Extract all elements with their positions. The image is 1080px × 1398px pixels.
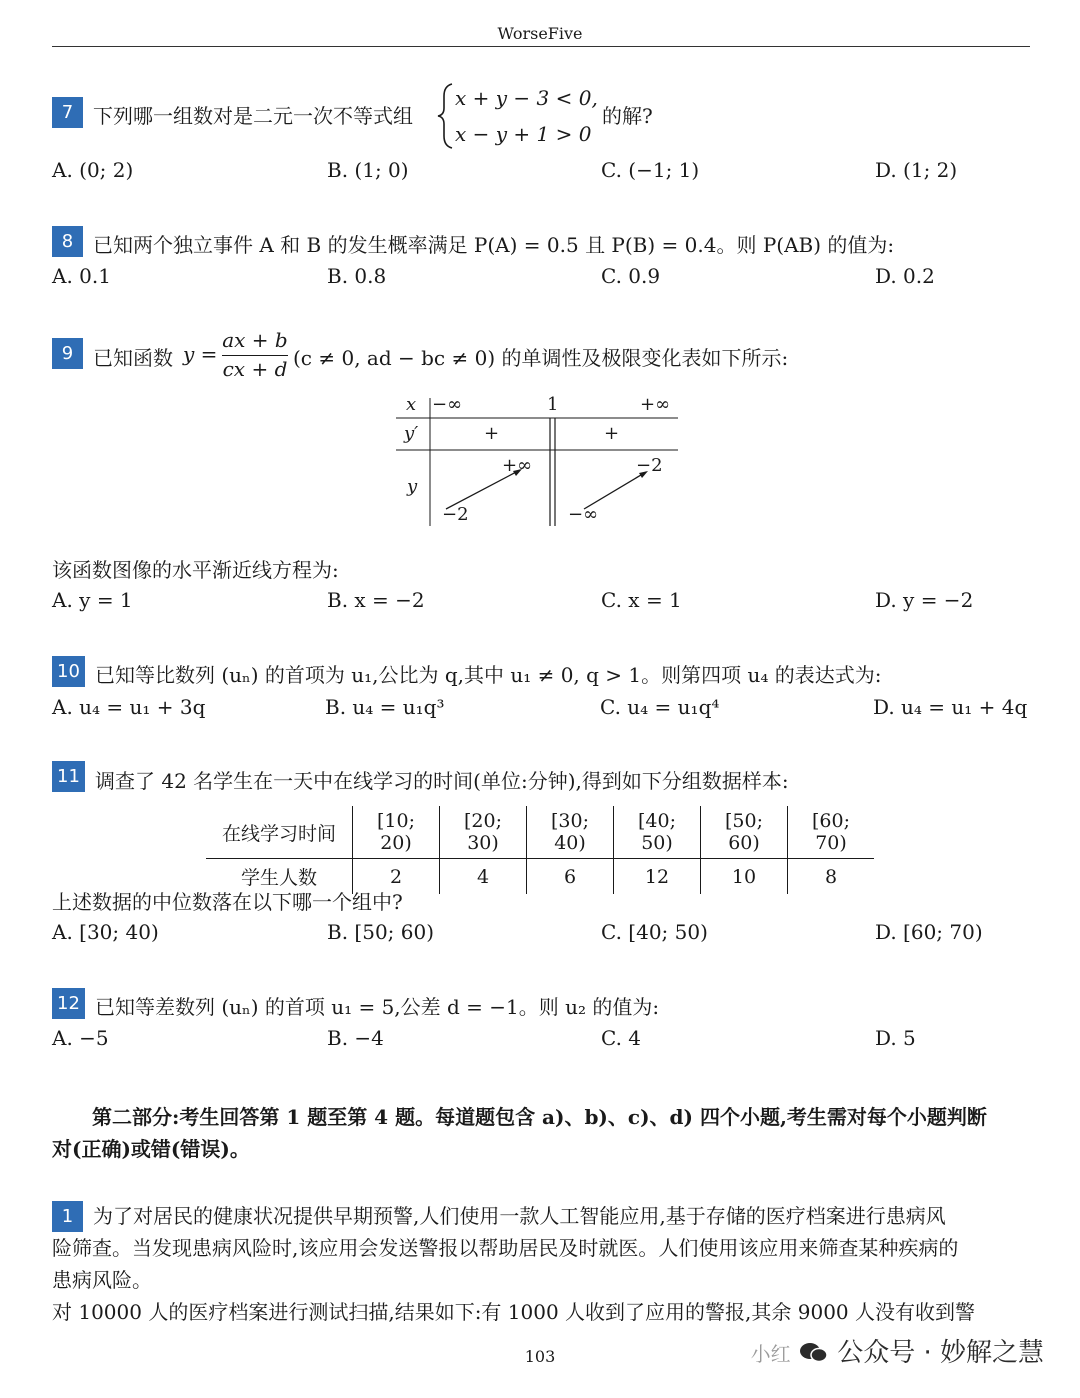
- q11-option-c: C. [40; 50): [601, 920, 708, 944]
- question-12-number: 12: [52, 988, 85, 1019]
- q9-variation-table: [396, 394, 678, 526]
- q9-suffix: (c ≠ 0, ad − bc ≠ 0) 的单调性及极限变化表如下所示:: [293, 346, 789, 370]
- interval-cell: [30; 40): [527, 806, 614, 859]
- question-10-text: 已知等比数列 (uₙ) 的首项为 u₁,公比为 q,其中 u₁ ≠ 0, q > 1。则第四项 u₄ 的表达式为:: [95, 663, 882, 687]
- interval-cell: [20; 30): [440, 806, 527, 859]
- p1-line-3: 患病风险。: [52, 1268, 152, 1292]
- q12-option-d: D. 5: [875, 1026, 916, 1050]
- question-7-number: 7: [52, 97, 83, 128]
- table-x-mid: 1: [547, 394, 559, 415]
- table-x-right: +∞: [640, 394, 671, 415]
- q9-followup: 该函数图像的水平渐近线方程为:: [52, 558, 339, 582]
- q11-option-a: A. [30; 40): [52, 920, 159, 944]
- table-sign-right: +: [604, 423, 620, 444]
- interval-cell: [10; 20): [353, 806, 440, 859]
- table-sign-left: +: [484, 423, 500, 444]
- q7-option-c: C. (−1; 1): [601, 158, 700, 182]
- q9-y-eq: y =: [183, 342, 218, 366]
- page-header-title: WorseFive: [497, 24, 583, 43]
- p1-line-4: 对 10000 人的医疗档案进行测试扫描,结果如下:有 1000 人收到了应用的警报,其余 9000 人没有收到警: [52, 1300, 976, 1324]
- table-left-top: +∞: [502, 455, 533, 476]
- question-9-number: 9: [52, 338, 83, 369]
- interval-cell: [50; 60): [701, 806, 788, 859]
- q7-option-d: D. (1; 2): [875, 158, 958, 182]
- table-right-bottom: −∞: [568, 504, 599, 525]
- q7-inequality-1: x + y − 3 < 0,: [455, 86, 598, 110]
- p1-line-1: 为了对居民的健康状况提供早期预警,人们使用一款人工智能应用,基于存储的医疗档案进行患病风: [93, 1204, 946, 1228]
- table-left-bottom: −2: [442, 504, 469, 525]
- table-x-label: x: [406, 394, 417, 415]
- q7-option-b: B. (1; 0): [327, 158, 409, 182]
- question-10-number: 10: [52, 656, 85, 687]
- table-yprime-label: y′: [404, 423, 419, 444]
- row-header-count: 学生人数: [206, 859, 353, 895]
- q12-option-a: A. −5: [52, 1026, 109, 1050]
- count-cell: 6: [527, 859, 614, 895]
- count-cell: 2: [353, 859, 440, 895]
- question-11-text: 调查了 42 名学生在一天中在线学习的时间(单位:分钟),得到如下分组数据样本:: [95, 769, 789, 793]
- part2-line-2: 对(正确)或错(错误)。: [52, 1137, 250, 1161]
- q8-option-c: C. 0.9: [601, 264, 661, 288]
- watermark-text: 公众号 · 妙解之慧: [837, 1338, 1044, 1368]
- count-cell: 8: [824, 865, 838, 888]
- p1-line-2: 险筛查。当发现患病风险时,该应用会发送警报以帮助居民及时就医。人们使用该应用来筛查某种疾病的: [52, 1236, 959, 1260]
- q7-brace: [436, 82, 456, 150]
- wechat-icon: [799, 1340, 829, 1362]
- part2-heading: [52, 1101, 1030, 1165]
- interval-cell: [40; 50): [614, 806, 701, 859]
- q9-denominator: cx + d: [222, 357, 288, 381]
- part2-line-1: 第二部分:考生回答第 1 题至第 4 题。每道题包含 a)、b)、c)、d) 四个小题,考生需对每个小题判断: [92, 1105, 987, 1129]
- q8-option-a: A. 0.1: [52, 264, 111, 288]
- q9-option-c: C. x = 1: [601, 588, 682, 612]
- question-8-text: 已知两个独立事件 A 和 B 的发生概率满足 P(A) = 0.5 且 P(B) = 0.4。则 P(AB) 的值为:: [93, 233, 895, 257]
- q12-option-c: C. 4: [601, 1026, 642, 1050]
- q10-option-b: B. u₄ = u₁q³: [325, 695, 445, 719]
- q12-option-b: B. −4: [327, 1026, 384, 1050]
- q11-option-b: B. [50; 60): [327, 920, 435, 944]
- count-cell: 10: [701, 859, 788, 895]
- q7-option-a: A. (0; 2): [52, 158, 134, 182]
- q10-option-a: A. u₄ = u₁ + 3q: [52, 695, 206, 719]
- page-number: 103: [524, 1347, 556, 1366]
- watermark: [751, 1332, 1044, 1369]
- count-cell: 4: [440, 859, 527, 895]
- count-cell: 12: [614, 859, 701, 895]
- q7-inequality-2: x − y + 1 > 0: [455, 122, 592, 146]
- row-header-time: 在线学习时间: [206, 806, 353, 859]
- question-12-text: 已知等差数列 (uₙ) 的首项 u₁ = 5,公差 d = −1。则 u₂ 的值为:: [95, 995, 660, 1019]
- problem-1-number: 1: [52, 1201, 83, 1232]
- table-x-left: −∞: [432, 394, 463, 415]
- q11-followup: 上述数据的中位数落在以下哪一个组中?: [52, 890, 403, 914]
- q11-option-d: D. [60; 70): [875, 920, 983, 944]
- q9-prefix: 已知函数: [93, 346, 173, 370]
- question-11-number: 11: [52, 761, 85, 792]
- q11-data-table: [206, 806, 874, 894]
- question-7-text: 下列哪一组数对是二元一次不等式组: [93, 104, 413, 128]
- watermark-faded-text: 小红: [750, 1342, 791, 1366]
- question-8-number: 8: [52, 226, 83, 257]
- table-right-top: −2: [636, 455, 663, 476]
- problem-1-body: [52, 1200, 1030, 1328]
- q9-numerator: ax + b: [222, 328, 288, 352]
- q8-option-d: D. 0.2: [875, 264, 935, 288]
- q9-fraction-bar: [222, 355, 288, 356]
- q10-option-d: D. u₄ = u₁ + 4q: [873, 695, 1028, 719]
- q8-option-b: B. 0.8: [327, 264, 387, 288]
- q7-tail: 的解?: [602, 104, 653, 128]
- q9-option-a: A. y = 1: [52, 588, 133, 612]
- q10-option-c: C. u₄ = u₁q⁴: [600, 695, 720, 719]
- interval-cell: [60; 70): [812, 810, 850, 854]
- q9-option-b: B. x = −2: [327, 588, 425, 612]
- header-rule: [52, 46, 1030, 47]
- table-y-label: y: [407, 476, 418, 497]
- q9-option-d: D. y = −2: [875, 588, 974, 612]
